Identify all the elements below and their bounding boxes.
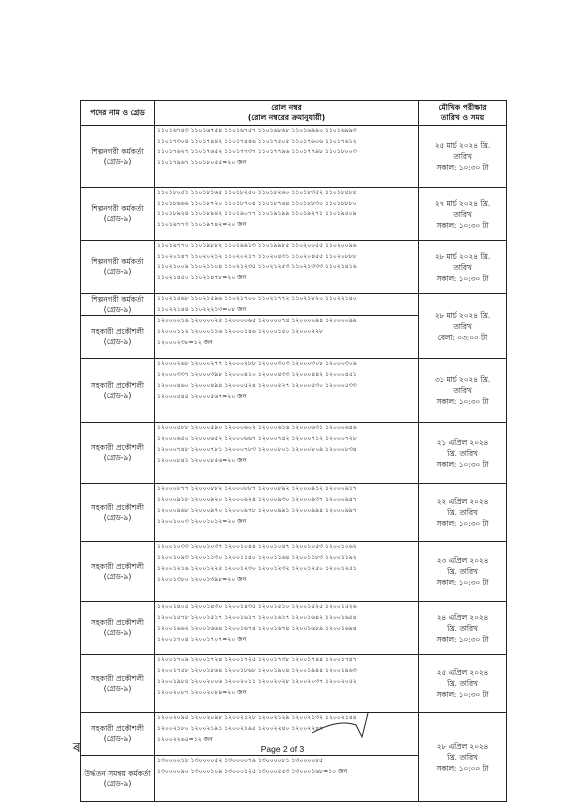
roll-line: ১১০২০১৪৭ ১১০২০২১২ ১১০২০২১৭ ১১০২০৪৩১ ১১০২০৪৫৫ ১১০২০৮৮৮ (157, 252, 357, 260)
roll-numbers-cell (155, 241, 419, 294)
post-cell: শিল্পনগরী কর্মকর্তা (গ্রেড-৯) (81, 188, 155, 241)
roll-line: ১৩০০০০৯০ ১৩০০০১০৯ ১৩০০০১২৫ ১৩০০০৫৫৩ ১৩০০০১৬৮=১০ জন (157, 768, 348, 776)
interview-date-cell: ৩১ মার্চ ২০২৪ খ্রি. তারিখ সকাল: ১০:৩০ টা (419, 359, 507, 423)
roll-numbers-cell (155, 484, 419, 542)
roll-line: ১২০০০৭৪৮ ১২০০০৭৮১ ১২০০০৭৮৩ ১২০০০৮০১ ১২০০০৮০৯ ১২০০০৮৩৪ (157, 445, 357, 453)
post-cell: শিল্পনগরী কর্মকর্তা (গ্রেড-৯) (81, 126, 155, 188)
roll-line: ১২০০১০৩৩ ১২০০১০৩৭ ১২০০১০৪৪ ১২০০১০৪৭ ১২০০১০৫৩ ১২০০১০৬২ (157, 543, 357, 551)
roll-numbers-cell (155, 542, 419, 602)
roll-line: ১১০২১৫৬৮ ১১০২১৫৯৬ ১১০২১৭০০ ১১০২১৭৭২ ১১০২১৮২০ ১১০২২১৪০ (157, 295, 357, 302)
roll-line: ১১০১৭৬২৭ ১১০১৭৬৫২ ১১০১৭৭৩৭ ১১০১৭৭৯৬ ১১০১৭৭৯৮ ১১০১৮০০৩ (157, 148, 357, 156)
interview-date-cell: ২৩ এপ্রিল ২০২৪ খ্রি. তারিখ সকাল: ১০:৩০ টা (419, 542, 507, 602)
post-cell: শিল্পনগরী কর্মকর্তা (গ্রেড-৯) (81, 294, 155, 316)
roll-line: ১২০০০৪৬০ ১২০০০৪৯৪ ১২০০০৫২৪ ১২০০০৫২৭ ১২০০০৫৩০ ১২০০০৫৩৩ (157, 381, 357, 389)
header-roll: রোল নম্বর (রোল নম্বরের ক্রমানুযায়ী) (155, 101, 419, 126)
signature-mark: ৰ (73, 740, 81, 756)
interview-date-cell: ২৫ মার্চ ২০২৪ খ্রি. তারিখ সকাল: ১০:৩০ টা (419, 126, 507, 188)
table-row (81, 126, 507, 188)
roll-numbers-cell (155, 126, 419, 188)
roll-line: ১২০০২০৯৫ ১২০০২০৯৮ ১২০০২১২৮ ১২০০২১২৯ ১২০০২১৩২ ১২০০২১৪৪ (157, 714, 357, 722)
table-header-row (81, 101, 507, 126)
roll-line: ১৩০০০০১৮ ১৩০০০০৫২ ১৩০০০০৭৯ ১৩০০০০৮১ ১৩০০০০৮৫ (157, 757, 324, 765)
header-post: পদের নাম ও গ্রেড (81, 101, 155, 126)
roll-line: ১২০০১০৯৩ ১২০০১১৩০ ১২০০১১৪০ ১২০০১১৬৪ ১২০০১১৮৩ ১২০০১১৯২ (157, 554, 357, 562)
post-cell: শিল্পনগরী কর্মকর্তা (গ্রেড-৯) (81, 241, 155, 294)
table-row (81, 241, 507, 294)
roll-line: ১২০০০২৬৮ ১২০০০২৭৭ ১২০০০২৮৮ ১২০০০৩০৩ ১২০০০৩০৮ ১২০০০৩০৯ (157, 360, 357, 368)
roll-line: ১১০১৬৭৪৩ ১১০১৬৭৫৪ ১১০১৬৭৫৭ ১১০১৬৮৬৮ ১১০১৬৯৯০ ১১০১৬৯৯৩ (157, 127, 357, 134)
roll-line: ১২০০১৪০৫ ১২০০১৪৩০ ১২০০১৪৩৫ ১২০০১৫১০ ১২০০১৫২৫ ১২০০১৫২৬ (157, 603, 357, 611)
interview-date-cell: ২২ এপ্রিল ২০২৪ খ্রি. তারিখ সকাল: ১০:৩০ টা (419, 484, 507, 542)
post-cell: উর্দ্ধতন সমন্বয় কর্মকর্তা (গ্রেড-৯) (81, 756, 155, 802)
roll-numbers-cell (155, 188, 419, 241)
roll-line: ১১০১৯৭৭৩ ১১০১৯৭৪২=২০ জন (157, 221, 247, 229)
pen-stroke (310, 705, 390, 745)
roll-line: ১২০০২২৬৫=১২ জন (157, 735, 213, 743)
roll-line: ১২০০১৬৬২ ১২০০১৬৬৪ ১২০০১৬৭৪ ১২০০১৬৭৪ ১২০০১৬৮৯ ১২০০১৬৯৪ (157, 624, 357, 632)
roll-line: ১২০০০৫৪৫ ১২০০০৫৬৭=২০ জন (157, 392, 247, 400)
roll-line: ১২০০০৩৩৭ ১২০০০৩৯৮ ১২০০০৪১০ ১২০০০৪৩৩ ১২০০০৪৪২ ১২০০০৪৫১ (157, 371, 357, 379)
roll-line: ১১০১৭৩০৪ ১১০১৭৪৪২ ১১০১৭৪৪৬ ১১০১৭৫০৫ ১১০১৭৬০৬ ১১০১৭৬১২ (157, 137, 357, 145)
page-number: Page 2 of 3 (260, 744, 305, 754)
table-row (81, 602, 507, 655)
interview-date-cell: ২৮ এপ্রিল ২০২৪ খ্রি. তারিখ সকাল: ১০:০০ টা (419, 713, 507, 802)
post-cell: সহকারী প্রকৌশলী (গ্রেড-৯) (81, 359, 155, 423)
interview-date-cell: ২৮ মার্চ ২০২৪ খ্রি. তারিখ বেলা: ০৩:০০ টা (419, 294, 507, 359)
table-row (81, 188, 507, 241)
roll-numbers-cell (155, 602, 419, 655)
roll-line: ১২০০০৫৮৮ ১২০০০৫৯০ ১২০০০৬০২ ১২০০০৬১৬ ১২০০০৬৩১ ১২০০০৬৪৬ (157, 424, 357, 432)
roll-line: ১২০০১২১৬ ১২০০১২২৫ ১২০০১২৩০ ১২০০১২৩২ ১২০০১২৫০ ১২০০১২৫১ (157, 564, 357, 572)
roll-line: ১২০০১৫৭৮ ১২০০১৫১৭ ১২০০১৬১৭ ১২০০১৬১৭ ১২০০১৬৪২ ১২০০১৬৫৪ (157, 614, 357, 622)
post-cell: সহকারী প্রকৌশলী (গ্রেড-৯) (81, 316, 155, 359)
roll-line: ১২০০১৭০৯ ১২০০১৭২৪ ১২০০১৭২৫ ১২০০১৭৩৮ ১২০০১৭৪৪ ১২০০১৭৪৭ (157, 656, 357, 664)
post-cell: সহকারী প্রকৌশলী (গ্রেড-৯) (81, 423, 155, 484)
roll-numbers-cell (155, 756, 419, 802)
header-date: মৌখিক পরীক্ষার তারিখ ও সময় (419, 101, 507, 126)
roll-line: ১২০০০২৩৮=১২ জন (157, 338, 213, 346)
roll-line: ১১০১৮৬৬৬ ১১০১৮৭২০ ১১০১৮৭০৪ ১১০১৮৭৬৪ ১১০১৮৮৩০ ১১০১৮৮৮০ (157, 199, 357, 207)
roll-numbers-cell (155, 359, 419, 423)
roll-line: ১২০০২০৮৭ ১২০০২০৮৯=২০ জন (157, 688, 247, 696)
roll-line: ১১০১৯৭৭০ ১১০১৯৮৮২ ১১০১৯৯১৩ ১১০১৯৯৮৫ ১১০২০০৫৫ ১১০২০০৯৬ (157, 242, 357, 249)
roll-line: ১২০০০০১৬ ১২০০০০২৫ ১২০০০০৬৫ ১২০০০০৭৪ ১২০০০০৯৪ ১২০০০০৯৯ (157, 317, 357, 325)
roll-line: ১২০০১৯৮৫ ১২০০২০০৬ ১২০০২০১১ ১২০০২০২৮ ১২০০২০৩৭ ১২০০২০৫২ (157, 677, 357, 685)
roll-line: ১২০০০১১২ ১২০০০১১৬ ১২০০০১৪৬ ১২০০০১৫০ ১২০০০২২৮ (157, 328, 324, 336)
post-cell: সহকারী প্রকৌশলী (গ্রেড-৯) (81, 602, 155, 655)
table-row (81, 423, 507, 484)
roll-line: ১২০০১৭৫৮ ১২০০১৮৬৪ ১২০০১৮৬৮ ১২০০১৯০৪ ১২০০১৯৪৪ ১২০০১৯৬৩ (157, 667, 357, 675)
interview-date-cell: ২৮ মার্চ ২০২৪ খ্রি. তারিখ সকাল: ১০:৩০ টা (419, 241, 507, 294)
roll-numbers-cell (155, 316, 419, 359)
roll-line: ১১০১৭৯৬৭ ১১০১৮০৫৫=২০ জন (157, 159, 247, 167)
interview-date-cell: ২১ এপ্রিল ২০২৪ খ্রি. তারিখ সকাল: ১০:৩০ টা (419, 423, 507, 484)
roll-line: ১২০০১৭০৪ ১২০০১৭০৭=২০ জন (157, 635, 247, 643)
table-row (81, 359, 507, 423)
interview-schedule-table (80, 100, 507, 802)
table-row (81, 294, 507, 316)
interview-date-cell: ২৪ এপ্রিল ২০২৪ খ্রি. তারিখ সকাল: ১০:৩০ টা (419, 602, 507, 655)
table-row (81, 484, 507, 542)
table-row (81, 542, 507, 602)
roll-line: ১১০২১৪৫০ ১১০২১৪৭৮=২০ জন (157, 274, 247, 282)
post-cell: সহকারী প্রকৌশলী (গ্রেড-৯) (81, 713, 155, 756)
roll-line: ১১০১৮৯২৪ ১১০১৮৯৪২ ১১০১৯০৭৭ ১১০১৯১৯৯ ১১০১৯২৭১ ১১০১৯৫০৯ (157, 210, 357, 218)
roll-line: ১২০০০৬৫০ ১২০০০৬৫২ ১২০০০৬৬৭ ১২০০০৭৪২ ১২০০০৭১২ ১২০০০৭২৮ (157, 435, 357, 443)
post-cell: সহকারী প্রকৌশলী (গ্রেড-৯) (81, 484, 155, 542)
roll-line: ১২০০০৯১৮ ১২০০০৯২০ ১২০০০৯২৪ ১২০০০৯৩০ ১২০০০৯৩৭ ১২০০০৯৪৭ (157, 496, 357, 504)
roll-line: ১১০১৮০৫১ ১১০১৮১৬৫ ১১০১৮২৫০ ১১০১৮২৬০ ১১০১৮৩৫২ ১১০১৮৫৮৫ (157, 189, 357, 196)
roll-line: ১২০০১৩৮০ ১২০০১৩৯৮=২০ জন (157, 575, 247, 583)
table-row (81, 655, 507, 713)
interview-date-cell: ২৭ মার্চ ২০২৪ খ্রি. তারিখ সকাল: ১০:৩০ টা (419, 188, 507, 241)
roll-numbers-cell (155, 423, 419, 484)
interview-date-cell: ২৫ এপ্রিল ২০২৪ খ্রি. তারিখ সকাল: ১০:৩০ টা (419, 655, 507, 713)
roll-line: ১১০২১০০৯ ১১০২১১০৪ ১১০২১২৩৫ ১১০২১২৫৩ ১১০২১৩৩৩ ১১০২১৪১৬ (157, 263, 357, 271)
roll-line: ১২০০২১৮০ ১২০০২১৯১ ১২০০২১৯৫ ১২০০২২৪০ ১২০০২২৪৭ (157, 725, 324, 733)
post-cell: সহকারী প্রকৌশলী (গ্রেড-৯) (81, 655, 155, 713)
roll-numbers-cell (155, 294, 419, 316)
roll-line: ১২০০১০০৩ ১২০০১০১২=২০ জন (157, 517, 247, 525)
roll-line: ১২০০০৯৬৮ ১২০০০৯৭০ ১২০০০৯৭৮ ১২০০০৯৯১ ১২০০০৯৯৪ ১২০০০৯৯৭ (157, 506, 357, 514)
roll-line: ১২০০০৮৭৭ ১২০০০৮৮২ ১২০০০৮৮৭ ১২০০০৮৯২ ১২০০০৯১২ ১২০০০৯১৭ (157, 485, 357, 493)
post-cell: সহকারী প্রকৌশলী (গ্রেড-৯) (81, 542, 155, 602)
roll-line: ১১০২২১৪৪ ১১০২২২১৩=০৮ জন (157, 305, 247, 313)
roll-line: ১২০০০৮৪১ ১২০০০৮৫৬=২০ জন (157, 456, 247, 464)
